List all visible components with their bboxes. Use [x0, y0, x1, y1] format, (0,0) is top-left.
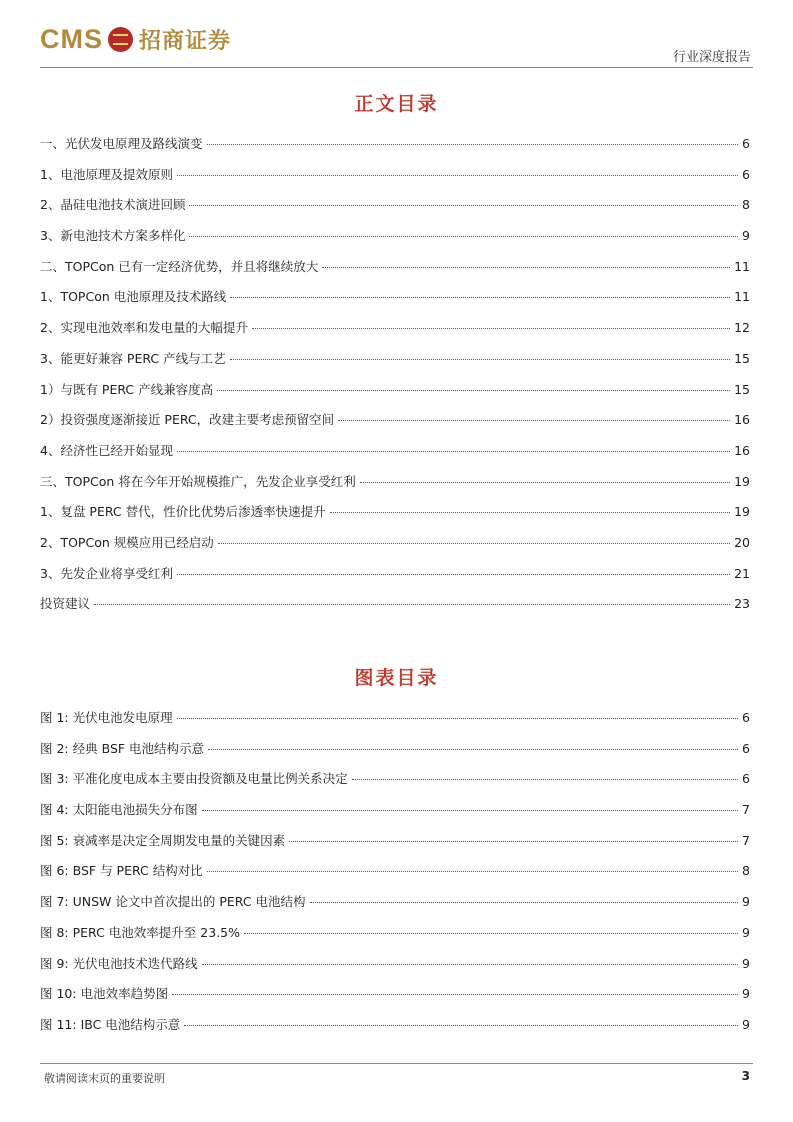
- main-toc-list: [40, 134, 750, 625]
- toc-leader-dots: [189, 204, 738, 206]
- toc-entry-page[interactable]: 6: [742, 166, 750, 182]
- figure-toc-entry[interactable]: [40, 708, 750, 739]
- toc-leader-dots: [218, 542, 730, 544]
- toc-entry-label[interactable]: 4、经济性已经开始显现: [40, 442, 173, 458]
- main-toc-entry[interactable]: [40, 134, 750, 165]
- toc-leader-dots: [202, 963, 738, 965]
- main-toc-entry[interactable]: [40, 226, 750, 257]
- toc-entry-page[interactable]: 8: [742, 197, 750, 213]
- toc-leader-dots: [352, 778, 738, 780]
- toc-entry-label[interactable]: 图 3: 平准化度电成本主要由投资额及电量比例关系决定: [40, 771, 348, 787]
- toc-entry-label[interactable]: 2、实现电池效率和发电量的大幅提升: [40, 320, 248, 336]
- toc-entry-page[interactable]: 19: [734, 473, 750, 489]
- main-toc-entry[interactable]: [40, 502, 750, 533]
- toc-entry-page[interactable]: 6: [742, 136, 750, 151]
- toc-entry-label[interactable]: 投资建议: [40, 596, 91, 612]
- toc-entry-label[interactable]: 一、光伏发电原理及路线演变: [40, 136, 203, 151]
- toc-entry-page[interactable]: 19: [734, 504, 750, 520]
- main-toc-entry[interactable]: [40, 318, 750, 349]
- figure-toc-entry[interactable]: [40, 739, 750, 770]
- toc-leader-dots: [338, 419, 730, 421]
- main-toc-entry[interactable]: [40, 410, 750, 441]
- toc-leader-dots: [207, 143, 738, 145]
- toc-entry-page[interactable]: 20: [734, 534, 750, 550]
- toc-entry-label[interactable]: 二、TOPCon 已有一定经济优势，并且将继续放大: [40, 258, 319, 274]
- toc-entry-label[interactable]: 3、能更好兼容 PERC 产线与工艺: [40, 350, 226, 366]
- toc-entry-label[interactable]: 图 7: UNSW 论文中首次提出的 PERC 电池结构: [40, 894, 306, 910]
- logo-cn-text: 招商证券: [139, 28, 232, 54]
- toc-entry-page[interactable]: 9: [742, 955, 750, 971]
- figure-toc-entry[interactable]: [40, 861, 750, 892]
- toc-leader-dots: [177, 717, 738, 719]
- toc-entry-label[interactable]: 3、先发企业将享受红利: [40, 565, 173, 581]
- cms-logo: [40, 24, 231, 55]
- toc-entry-label[interactable]: 1、复盘 PERC 替代，性价比优势后渗透率快速提升: [40, 504, 326, 520]
- main-toc-title: 正文目录: [354, 93, 439, 115]
- toc-entry-label[interactable]: 图 8: PERC 电池效率提升至 23.5%: [40, 924, 240, 940]
- logo-badge-icon: [108, 27, 133, 52]
- toc-entry-page[interactable]: 7: [742, 832, 750, 848]
- toc-entry-label[interactable]: 1、电池原理及提效原则: [40, 166, 173, 182]
- toc-leader-dots: [189, 235, 738, 237]
- toc-leader-dots: [230, 358, 730, 360]
- toc-entry-label[interactable]: 图 10: 电池效率趋势图: [40, 986, 169, 1002]
- main-toc-entry[interactable]: [40, 195, 750, 226]
- figure-toc-entry[interactable]: [40, 800, 750, 831]
- footer-notice: 敬请阅读末页的重要说明: [44, 1072, 165, 1085]
- toc-leader-dots: [207, 870, 738, 872]
- toc-entry-page[interactable]: 21: [734, 565, 750, 581]
- toc-entry-page[interactable]: 15: [734, 350, 750, 366]
- toc-leader-dots: [172, 993, 738, 995]
- toc-entry-page[interactable]: 9: [742, 894, 750, 910]
- toc-entry-page[interactable]: 7: [742, 802, 750, 818]
- toc-leader-dots: [230, 296, 730, 298]
- figure-toc-entry[interactable]: [40, 831, 750, 862]
- main-toc-entry[interactable]: [40, 287, 750, 318]
- toc-leader-dots: [310, 901, 738, 903]
- toc-entry-page[interactable]: 6: [742, 710, 750, 725]
- main-toc-entry[interactable]: [40, 472, 750, 503]
- toc-entry-label[interactable]: 1）与既有 PERC 产线兼容度高: [40, 381, 214, 397]
- toc-leader-dots: [94, 603, 730, 605]
- toc-leader-dots: [289, 840, 738, 842]
- toc-entry-page[interactable]: 9: [742, 986, 750, 1002]
- toc-entry-label[interactable]: 图 4: 太阳能电池损失分布图: [40, 802, 198, 818]
- toc-entry-page[interactable]: 12: [734, 320, 750, 336]
- figure-toc-entry[interactable]: [40, 769, 750, 800]
- main-toc-entry[interactable]: [40, 564, 750, 595]
- report-type: 行业深度报告: [672, 50, 751, 65]
- figure-toc-entry[interactable]: [40, 1015, 750, 1046]
- toc-entry-page[interactable]: 8: [742, 863, 750, 879]
- figure-toc-list: [40, 708, 750, 1046]
- toc-entry-label[interactable]: 图 11: IBC 电池结构示意: [40, 1016, 181, 1032]
- toc-entry-label[interactable]: 图 6: BSF 与 PERC 结构对比: [40, 863, 203, 879]
- header-divider: [40, 67, 753, 68]
- page-number: 3: [741, 1069, 750, 1083]
- main-toc-entry[interactable]: [40, 594, 750, 625]
- toc-entry-label[interactable]: 1、TOPCon 电池原理及技术路线: [40, 289, 227, 305]
- toc-leader-dots: [322, 266, 730, 268]
- page-header: [40, 22, 753, 66]
- toc-leader-dots: [360, 481, 730, 483]
- toc-leader-dots: [244, 932, 738, 934]
- toc-entry-label[interactable]: 2）投资强度逐渐接近 PERC，改建主要考虑预留空间: [40, 412, 335, 428]
- toc-leader-dots: [177, 573, 730, 575]
- toc-entry-label[interactable]: 3、新电池技术方案多样化: [40, 228, 186, 244]
- toc-leader-dots: [202, 809, 738, 811]
- toc-entry-page[interactable]: 11: [734, 258, 750, 274]
- footer-divider: [40, 1063, 753, 1064]
- figure-toc-title: 图表目录: [354, 667, 439, 689]
- toc-entry-label[interactable]: 图 2: 经典 BSF 电池结构示意: [40, 740, 205, 756]
- toc-leader-dots: [177, 174, 738, 176]
- main-toc-entry[interactable]: [40, 165, 750, 196]
- logo-text: CMS: [40, 24, 103, 54]
- toc-leader-dots: [208, 748, 738, 750]
- toc-entry-page[interactable]: 16: [734, 442, 750, 458]
- toc-entry-page[interactable]: 6: [742, 771, 750, 787]
- main-toc-entry[interactable]: [40, 380, 750, 411]
- toc-entry-label[interactable]: 2、晶硅电池技术演进回顾: [40, 197, 186, 213]
- toc-entry-page[interactable]: 23: [734, 596, 750, 612]
- figure-toc-entry[interactable]: [40, 923, 750, 954]
- toc-entry-label[interactable]: 图 5: 衰减率是决定全周期发电量的关键因素: [40, 832, 286, 848]
- main-toc-entry[interactable]: [40, 349, 750, 380]
- toc-entry-page[interactable]: 6: [742, 740, 750, 756]
- main-toc-entry[interactable]: [40, 257, 750, 288]
- main-toc-entry[interactable]: [40, 441, 750, 472]
- toc-leader-dots: [177, 450, 730, 452]
- toc-leader-dots: [184, 1024, 738, 1026]
- toc-entry-label[interactable]: 图 9: 光伏电池技术迭代路线: [40, 955, 198, 971]
- toc-leader-dots: [217, 389, 730, 391]
- toc-entry-label[interactable]: 图 1: 光伏电池发电原理: [40, 710, 173, 725]
- toc-entry-page[interactable]: 9: [742, 1016, 750, 1032]
- toc-entry-label[interactable]: 2、TOPCon 规模应用已经启动: [40, 534, 214, 550]
- toc-entry-page[interactable]: 9: [742, 228, 750, 244]
- figure-toc-entry[interactable]: [40, 954, 750, 985]
- toc-leader-dots: [252, 327, 730, 329]
- toc-entry-page[interactable]: 16: [734, 412, 750, 428]
- toc-entry-page[interactable]: 15: [734, 381, 750, 397]
- figure-toc-entry[interactable]: [40, 984, 750, 1015]
- toc-leader-dots: [330, 511, 730, 513]
- figure-toc-entry[interactable]: [40, 892, 750, 923]
- toc-entry-page[interactable]: 11: [734, 289, 750, 305]
- toc-entry-page[interactable]: 9: [742, 924, 750, 940]
- toc-entry-label[interactable]: 三、TOPCon 将在今年开始规模推广，先发企业享受红利: [40, 473, 356, 489]
- main-toc-entry[interactable]: [40, 533, 750, 564]
